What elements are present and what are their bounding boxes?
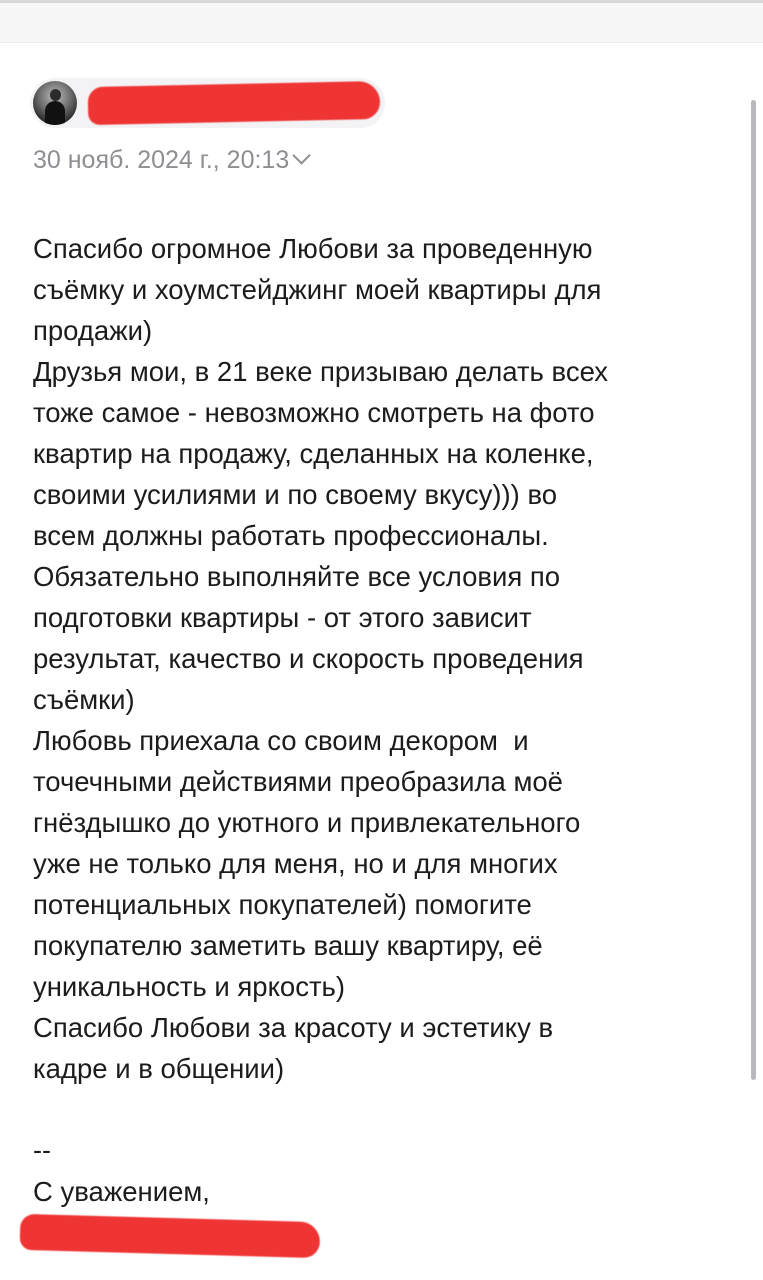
redaction-mark-sender	[88, 81, 381, 125]
scrollbar[interactable]	[751, 100, 756, 1080]
redaction-mark-signature	[20, 1214, 321, 1258]
signature-regards: С уважением,	[33, 1176, 210, 1207]
body-line: покупателю заметить вашу квартиру, её	[33, 930, 543, 961]
body-line: всем должны работать профессионалы.	[33, 520, 549, 551]
message-body	[33, 228, 733, 1089]
body-line: потенциальных покупателей) помогите	[33, 889, 532, 920]
body-line: точечными действиями преобразила моё	[33, 766, 563, 797]
body-line: съёмки)	[33, 684, 135, 715]
message-date-text: 30 нояб. 2024 г., 20:13	[33, 146, 290, 174]
top-toolbar	[0, 0, 763, 43]
body-line: своими усилиями и по своему вкусу))) во	[33, 479, 558, 510]
body-line: Обязательно выполняйте все условия по	[33, 561, 561, 592]
body-line: тоже самое - невозможно смотреть на фото	[33, 397, 595, 428]
body-line: подготовки квартиры - от этого зависит	[33, 602, 532, 633]
body-line: результат, качество и скорость проведения	[33, 643, 584, 674]
body-line: Друзья мои, в 21 веке призываю делать всех	[33, 356, 609, 387]
body-line: Спасибо огромное Любови за проведенную	[33, 233, 593, 264]
chevron-down-icon[interactable]	[293, 146, 311, 164]
body-line: Спасибо Любови за красоту и эстетику в	[33, 1012, 554, 1043]
body-line: Любовь приехала со своим декором и	[33, 725, 529, 756]
body-line: съёмку и хоумстейджинг моей квартиры для	[33, 274, 602, 305]
sender-header[interactable]	[30, 78, 390, 130]
message-date[interactable]	[33, 146, 308, 175]
signature-separator: --	[33, 1135, 51, 1165]
body-line: кадре и в общении)	[33, 1053, 285, 1084]
body-line: уже не только для меня, но и для многих	[33, 848, 558, 879]
body-line: квартир на продажу, сделанных на коленке,	[33, 438, 594, 469]
sender-avatar[interactable]	[33, 81, 77, 125]
top-divider	[0, 0, 763, 3]
body-line: продажи)	[33, 315, 153, 346]
body-line: гнёздышко до уютного и привлекательного	[33, 807, 581, 838]
body-line: уникальность и яркость)	[33, 971, 346, 1002]
